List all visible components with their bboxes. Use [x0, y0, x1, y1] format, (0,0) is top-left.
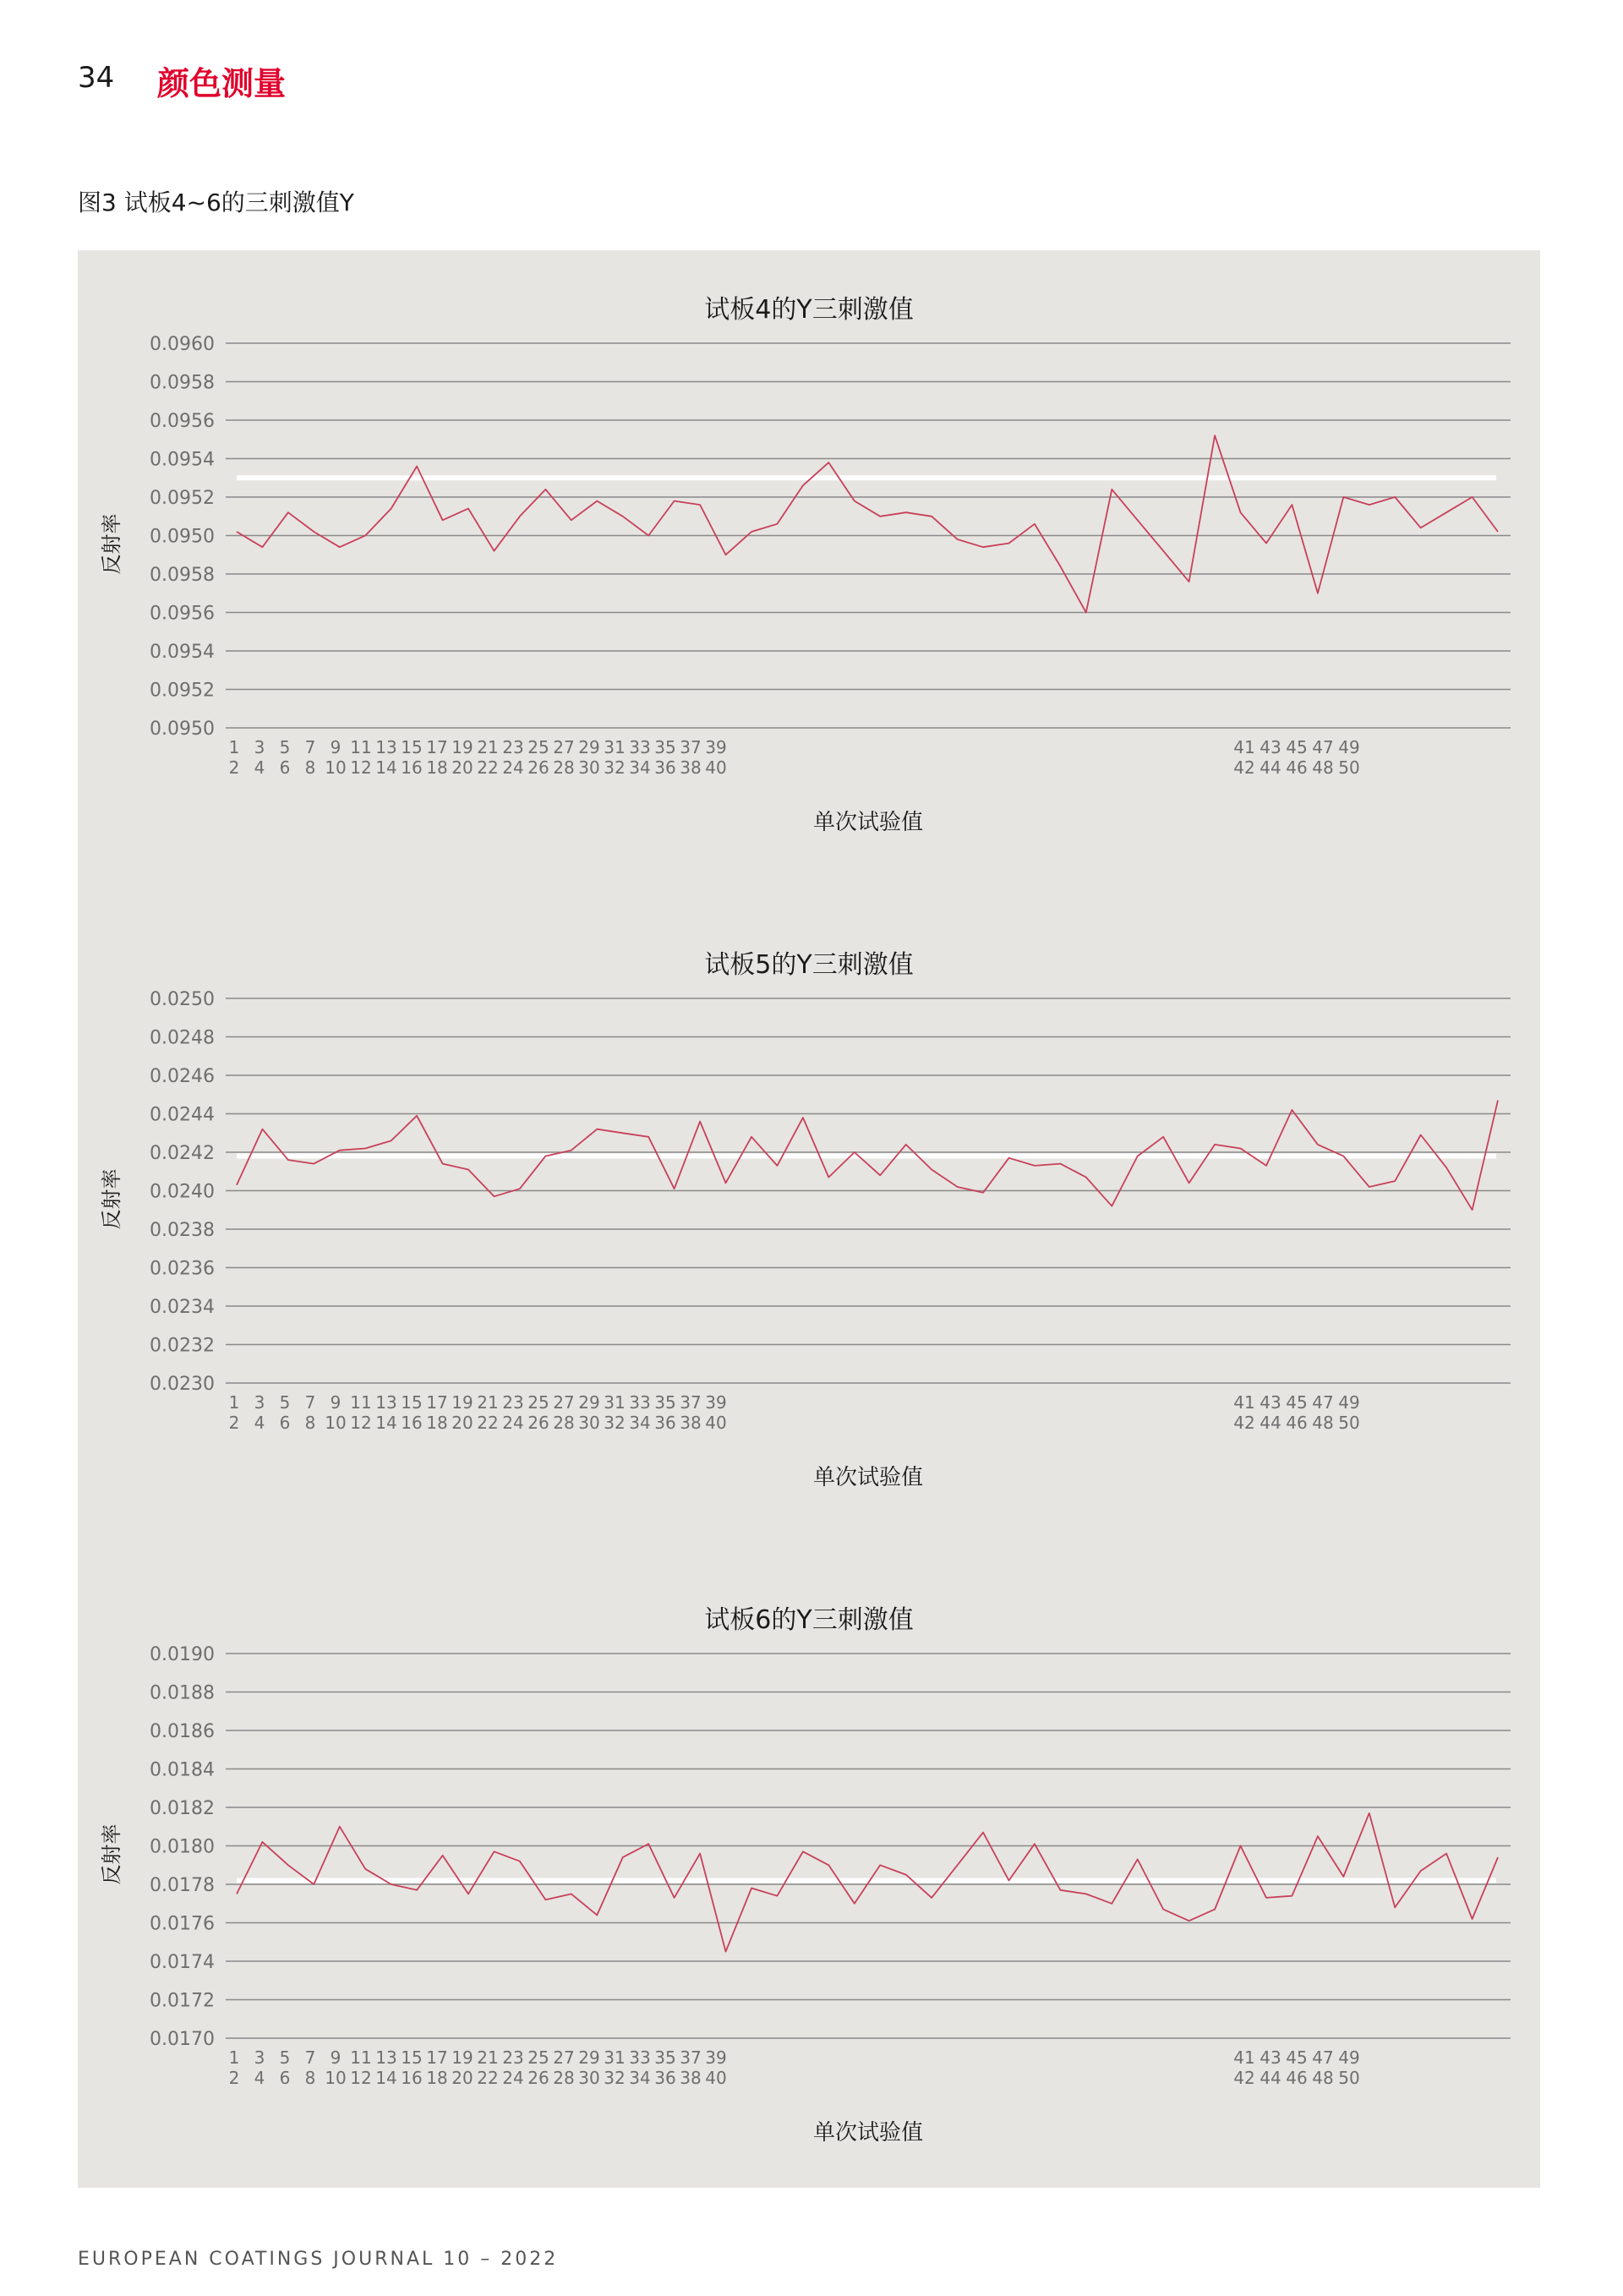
x-tick-label: 5: [279, 1392, 291, 1413]
x-tick-label: 44: [1260, 2068, 1281, 2088]
x-tick-label: 12: [350, 1413, 372, 1433]
x-tick-label: 47: [1312, 1392, 1334, 1413]
x-tick-label: 12: [350, 757, 372, 778]
x-tick-label: 9: [330, 2047, 342, 2068]
x-tick-label: 3: [254, 1392, 265, 1413]
x-tick-label: 43: [1260, 737, 1281, 757]
charts-svg: [78, 250, 1540, 2188]
x-tick-label: 25: [527, 1392, 549, 1413]
x-tick-label: 16: [401, 1413, 423, 1433]
y-tick-label: 0.0236: [150, 1258, 215, 1280]
x-tick-label: 19: [451, 2047, 473, 2068]
x-tick-label: 16: [401, 757, 423, 778]
x-tick-label: 7: [304, 737, 316, 757]
x-tick-label: 40: [705, 2068, 727, 2088]
x-tick-label: 26: [527, 757, 549, 778]
x-tick-label: 10: [325, 1413, 347, 1433]
x-tick-label: 26: [527, 1413, 549, 1433]
x-tick-label: 17: [426, 737, 448, 757]
y-tick-label: 0.0238: [150, 1220, 215, 1241]
y-tick-label: 0.0248: [150, 1027, 215, 1049]
y-tick-label: 0.0186: [150, 1721, 215, 1742]
x-tick-label: 42: [1233, 2068, 1255, 2088]
x-tick-label: 35: [654, 737, 676, 757]
x-tick-label: 37: [680, 1392, 702, 1413]
x-tick-label: 32: [604, 2068, 626, 2088]
x-tick-label: 18: [426, 757, 448, 778]
x-tick-label: 8: [304, 2068, 316, 2088]
y-tick-label: 0.0950: [150, 526, 215, 548]
x-tick-label: 12: [350, 2068, 372, 2088]
x-tick-label: 36: [654, 1413, 676, 1433]
x-axis-label: 单次试验值: [812, 1465, 924, 1490]
x-tick-label: 37: [680, 2047, 702, 2068]
x-tick-label: 7: [304, 1392, 316, 1413]
x-tick-label: 29: [578, 1392, 600, 1413]
x-tick-label: 21: [477, 2047, 499, 2068]
chart-title: 试板5的Y三刺激值: [704, 950, 914, 980]
x-tick-label: 48: [1312, 2068, 1334, 2088]
x-tick-label: 5: [279, 2047, 291, 2068]
y-tick-label: 0.0954: [150, 449, 215, 471]
x-tick-label: 29: [578, 2047, 600, 2068]
y-tick-label: 0.0230: [150, 1374, 215, 1395]
x-tick-label: 10: [325, 757, 347, 778]
y-tick-label: 0.0176: [150, 1913, 215, 1935]
x-tick-label: 6: [279, 757, 291, 778]
x-tick-label: 2: [228, 1413, 240, 1433]
x-tick-label: 2: [228, 2068, 240, 2088]
x-tick-label: 40: [705, 757, 727, 778]
x-tick-label: 39: [705, 2047, 727, 2068]
x-tick-label: 11: [350, 2047, 372, 2068]
x-tick-label: 18: [426, 1413, 448, 1433]
x-tick-label: 36: [654, 2068, 676, 2088]
y-tick-label: 0.0950: [150, 719, 215, 740]
x-tick-label: 7: [304, 2047, 316, 2068]
y-tick-label: 0.0184: [150, 1759, 215, 1781]
x-tick-label: 44: [1260, 1413, 1281, 1433]
x-tick-label: 46: [1286, 2068, 1308, 2088]
x-tick-label: 39: [705, 737, 727, 757]
x-tick-label: 14: [375, 1413, 397, 1433]
chart-title: 试板4的Y三刺激值: [704, 295, 914, 325]
x-tick-label: 29: [578, 737, 600, 757]
x-tick-label: 22: [477, 2068, 499, 2088]
x-tick-label: 49: [1338, 2047, 1360, 2068]
x-tick-label: 33: [629, 1392, 651, 1413]
x-tick-label: 34: [629, 2068, 651, 2088]
x-tick-label: 50: [1338, 2068, 1360, 2088]
footer: EUROPEAN COATINGS JOURNAL 10 – 2022: [78, 2249, 559, 2270]
x-tick-label: 19: [451, 737, 473, 757]
x-axis-label: 单次试验值: [812, 2120, 924, 2146]
x-tick-label: 20: [451, 757, 473, 778]
x-tick-label: 41: [1233, 737, 1255, 757]
x-tick-label: 48: [1312, 1413, 1334, 1433]
x-tick-label: 14: [375, 2068, 397, 2088]
x-tick-label: 21: [477, 737, 499, 757]
x-tick-label: 41: [1233, 1392, 1255, 1413]
x-tick-label: 30: [578, 1413, 600, 1433]
x-tick-label: 17: [426, 1392, 448, 1413]
x-tick-label: 22: [477, 757, 499, 778]
x-tick-label: 45: [1286, 2047, 1308, 2068]
y-tick-label: 0.0242: [150, 1143, 215, 1164]
x-tick-label: 4: [254, 757, 265, 778]
y-tick-label: 0.0182: [150, 1798, 215, 1819]
x-tick-label: 15: [401, 1392, 423, 1413]
x-tick-label: 39: [705, 1392, 727, 1413]
x-tick-label: 9: [330, 737, 342, 757]
x-tick-label: 6: [279, 2068, 291, 2088]
x-tick-label: 32: [604, 757, 626, 778]
y-tick-label: 0.0232: [150, 1335, 215, 1357]
x-tick-label: 31: [604, 2047, 626, 2068]
x-tick-label: 3: [254, 737, 265, 757]
y-tick-label: 0.0188: [150, 1682, 215, 1704]
x-tick-label: 2: [228, 757, 240, 778]
x-tick-label: 23: [502, 1392, 524, 1413]
y-axis-label: 反射率: [100, 1823, 123, 1885]
y-tick-label: 0.0960: [150, 334, 215, 355]
x-tick-label: 38: [680, 2068, 702, 2088]
x-tick-label: 49: [1338, 1392, 1360, 1413]
x-tick-label: 8: [304, 1413, 316, 1433]
x-tick-label: 1: [228, 737, 240, 757]
x-tick-label: 19: [451, 1392, 473, 1413]
y-tick-label: 0.0250: [150, 989, 215, 1010]
x-tick-label: 5: [279, 737, 291, 757]
x-tick-label: 43: [1260, 1392, 1281, 1413]
x-tick-label: 1: [228, 1392, 240, 1413]
x-tick-label: 37: [680, 737, 702, 757]
charts-panel: [78, 250, 1540, 2188]
x-tick-label: 28: [553, 1413, 575, 1433]
x-tick-label: 50: [1338, 757, 1360, 778]
x-tick-label: 44: [1260, 757, 1281, 778]
x-tick-label: 40: [705, 1413, 727, 1433]
x-tick-label: 16: [401, 2068, 423, 2088]
chart-title: 试板6的Y三刺激值: [704, 1605, 914, 1635]
x-tick-label: 28: [553, 2068, 575, 2088]
x-tick-label: 42: [1233, 1413, 1255, 1433]
x-tick-label: 34: [629, 1413, 651, 1433]
x-tick-label: 27: [553, 1392, 575, 1413]
x-tick-label: 26: [527, 2068, 549, 2088]
y-tick-label: 0.0174: [150, 1952, 215, 1973]
x-tick-label: 13: [375, 2047, 397, 2068]
x-tick-label: 3: [254, 2047, 265, 2068]
y-tick-label: 0.0956: [150, 411, 215, 432]
x-tick-label: 46: [1286, 1413, 1308, 1433]
x-tick-label: 30: [578, 2068, 600, 2088]
y-tick-label: 0.0240: [150, 1181, 215, 1203]
y-axis-label: 反射率: [100, 513, 123, 575]
x-tick-label: 25: [527, 737, 549, 757]
x-tick-label: 20: [451, 1413, 473, 1433]
x-axis-label: 单次试验值: [812, 810, 924, 835]
x-tick-label: 49: [1338, 737, 1360, 757]
x-tick-label: 4: [254, 1413, 265, 1433]
x-tick-label: 31: [604, 737, 626, 757]
x-tick-label: 15: [401, 2047, 423, 2068]
x-tick-label: 1: [228, 2047, 240, 2068]
y-tick-label: 0.0190: [150, 1644, 215, 1665]
section-title: 颜色测量: [157, 65, 287, 102]
x-tick-label: 42: [1233, 757, 1255, 778]
y-axis-label: 反射率: [100, 1168, 123, 1230]
y-tick-label: 0.0956: [150, 603, 215, 625]
y-tick-label: 0.0180: [150, 1836, 215, 1858]
x-tick-label: 45: [1286, 737, 1308, 757]
x-tick-label: 34: [629, 757, 651, 778]
x-tick-label: 20: [451, 2068, 473, 2088]
x-tick-label: 31: [604, 1392, 626, 1413]
x-tick-label: 4: [254, 2068, 265, 2088]
x-tick-label: 36: [654, 757, 676, 778]
x-tick-label: 18: [426, 2068, 448, 2088]
x-tick-label: 24: [502, 757, 524, 778]
x-tick-label: 21: [477, 1392, 499, 1413]
x-tick-label: 17: [426, 2047, 448, 2068]
x-tick-label: 32: [604, 1413, 626, 1433]
x-tick-label: 27: [553, 2047, 575, 2068]
x-tick-label: 35: [654, 2047, 676, 2068]
x-tick-label: 46: [1286, 757, 1308, 778]
x-tick-label: 25: [527, 2047, 549, 2068]
x-tick-label: 33: [629, 737, 651, 757]
y-tick-label: 0.0952: [150, 488, 215, 509]
x-tick-label: 11: [350, 1392, 372, 1413]
x-tick-label: 47: [1312, 2047, 1334, 2068]
x-tick-label: 23: [502, 2047, 524, 2068]
x-tick-label: 11: [350, 737, 372, 757]
x-tick-label: 10: [325, 2068, 347, 2088]
y-tick-label: 0.0958: [150, 565, 215, 586]
y-tick-label: 0.0244: [150, 1104, 215, 1126]
x-tick-label: 13: [375, 737, 397, 757]
y-tick-label: 0.0246: [150, 1066, 215, 1087]
y-tick-label: 0.0172: [150, 1990, 215, 2012]
x-tick-label: 48: [1312, 757, 1334, 778]
x-tick-label: 35: [654, 1392, 676, 1413]
y-tick-label: 0.0170: [150, 2029, 215, 2050]
x-tick-label: 41: [1233, 2047, 1255, 2068]
x-tick-label: 30: [578, 757, 600, 778]
x-tick-label: 38: [680, 1413, 702, 1433]
figure-caption: 图3 试板4~6的三刺激值Y: [78, 189, 354, 216]
x-tick-label: 33: [629, 2047, 651, 2068]
x-tick-label: 47: [1312, 737, 1334, 757]
x-tick-label: 28: [553, 757, 575, 778]
x-tick-label: 27: [553, 737, 575, 757]
x-tick-label: 24: [502, 2068, 524, 2088]
y-tick-label: 0.0178: [150, 1875, 215, 1896]
x-tick-label: 6: [279, 1413, 291, 1433]
x-tick-label: 24: [502, 1413, 524, 1433]
x-tick-label: 15: [401, 737, 423, 757]
x-tick-label: 14: [375, 757, 397, 778]
x-tick-label: 13: [375, 1392, 397, 1413]
x-tick-label: 38: [680, 757, 702, 778]
y-tick-label: 0.0234: [150, 1297, 215, 1318]
y-tick-label: 0.0954: [150, 642, 215, 663]
x-tick-label: 8: [304, 757, 316, 778]
x-tick-label: 45: [1286, 1392, 1308, 1413]
x-tick-label: 43: [1260, 2047, 1281, 2068]
y-tick-label: 0.0958: [150, 372, 215, 394]
series-line: [237, 435, 1498, 612]
x-tick-label: 50: [1338, 1413, 1360, 1433]
x-tick-label: 22: [477, 1413, 499, 1433]
page-number: 34: [78, 61, 115, 95]
x-tick-label: 9: [330, 1392, 342, 1413]
y-tick-label: 0.0952: [150, 680, 215, 702]
x-tick-label: 23: [502, 737, 524, 757]
